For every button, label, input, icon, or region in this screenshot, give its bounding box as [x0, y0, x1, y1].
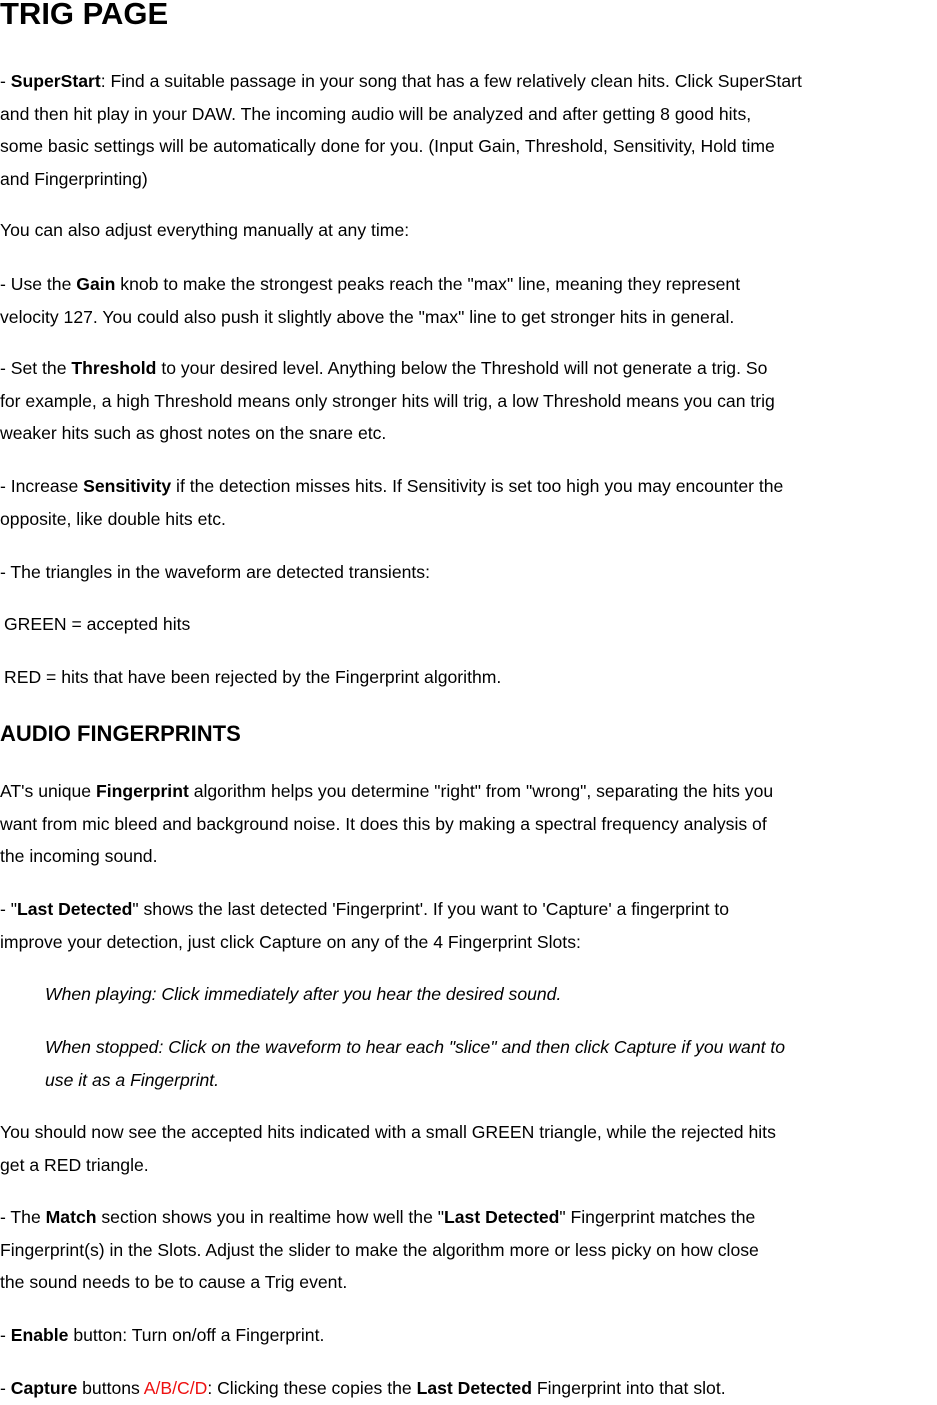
- paragraph-line: - Set the Threshold to your desired level. Anything below the Threshold will not generate a trig. So: [0, 358, 768, 378]
- paragraph-line: RED = hits that have been rejected by the Fingerprint algorithm.: [4, 667, 502, 687]
- sensitivity-term: Sensitivity: [83, 476, 172, 496]
- paragraph-line: for example, a high Threshold means only stronger hits will trig, a low Threshold means you can trig: [0, 390, 775, 411]
- paragraph-line: some basic settings will be automatically done for you. (Input Gain, Threshold, Sensitivity, Hold time: [0, 136, 775, 156]
- slot-letters: A/B/C/D: [143, 1378, 208, 1398]
- paragraph-line: and Fingerprinting): [0, 168, 148, 189]
- paragraph-line: - Enable button: Turn on/off a Fingerprint.: [0, 1325, 325, 1345]
- paragraph-line: - Capture buttons A/B/C/D: Clicking these copies the Last Detected Fingerprint into that slot.: [0, 1378, 726, 1398]
- red-legend-paragraph: [4, 661, 937, 694]
- paragraph-line: When playing: Click immediately after you hear the desired sound.: [45, 984, 562, 1004]
- when-stopped-note: [45, 1031, 937, 1096]
- paragraph-line: the incoming sound.: [0, 846, 158, 866]
- superstart-term: SuperStart: [10, 71, 101, 91]
- paragraph-line: Fingerprint(s) in the Slots. Adjust the slider to make the algorithm more or less picky on how close: [0, 1239, 759, 1260]
- paragraph-line: opposite, like double hits etc.: [0, 508, 226, 529]
- match-term: Match: [45, 1207, 97, 1227]
- trig-page-heading: TRIG PAGE: [0, 0, 169, 31]
- paragraph-line: - SuperStart: Find a suitable passage in your song that has a few relatively clean hits. Click SuperStart: [0, 71, 802, 91]
- paragraph-line: - The triangles in the waveform are detected transients:: [0, 562, 430, 582]
- last-detected-paragraph: [0, 893, 937, 958]
- paragraph-line: When stopped: Click on the waveform to hear each "slice" and then click Capture if you want to: [45, 1037, 786, 1057]
- paragraph-line: AT's unique Fingerprint algorithm helps you determine "right" from "wrong", separating the hits you: [0, 781, 774, 801]
- match-paragraph: [0, 1201, 937, 1299]
- paragraph-line: GREEN = accepted hits: [4, 614, 191, 634]
- last-detected-term: Last Detected: [416, 1378, 532, 1398]
- enable-term: Enable: [10, 1325, 69, 1345]
- triangles-paragraph: [0, 556, 937, 589]
- paragraph-line: You can also adjust everything manually at any time:: [0, 220, 410, 240]
- result-paragraph: [0, 1116, 937, 1181]
- paragraph-line: get a RED triangle.: [0, 1154, 149, 1175]
- paragraph-line: - The Match section shows you in realtime how well the "Last Detected" Fingerprint matches the: [0, 1207, 756, 1227]
- last-detected-term: Last Detected: [444, 1207, 560, 1227]
- capture-term: Capture: [10, 1378, 78, 1398]
- last-detected-term: Last Detected: [17, 899, 133, 919]
- fingerprint-term: Fingerprint: [95, 781, 189, 801]
- when-playing-note: [45, 978, 937, 1011]
- paragraph-line: improve your detection, just click Capture on any of the 4 Fingerprint Slots:: [0, 931, 581, 952]
- paragraph-line: You should now see the accepted hits indicated with a small GREEN triangle, while the rejected hits: [0, 1122, 776, 1142]
- paragraph-line: - "Last Detected" shows the last detected 'Fingerprint'. If you want to 'Capture' a fingerprint to: [0, 899, 730, 919]
- paragraph-line: want from mic bleed and background noise. It does this by making a spectral frequency analysis of: [0, 813, 767, 834]
- manual-intro-paragraph: [0, 214, 937, 247]
- enable-paragraph: [0, 1319, 937, 1352]
- sensitivity-paragraph: [0, 470, 937, 535]
- gain-term: Gain: [76, 274, 116, 294]
- paragraph-line: - Increase Sensitivity if the detection misses hits. If Sensitivity is set too high you may encounter the: [0, 476, 784, 496]
- paragraph-line: and then hit play in your DAW. The incoming audio will be analyzed and after getting 8 good hits,: [0, 103, 752, 124]
- threshold-term: Threshold: [71, 358, 157, 378]
- audio-fingerprints-heading: AUDIO FINGERPRINTS: [0, 721, 241, 746]
- green-legend-paragraph: [4, 608, 937, 641]
- paragraph-line: use it as a Fingerprint.: [45, 1069, 220, 1090]
- paragraph-line: velocity 127. You could also push it slightly above the "max" line to get stronger hits in general.: [0, 306, 735, 327]
- gain-paragraph: [0, 268, 937, 333]
- threshold-paragraph: [0, 352, 937, 450]
- paragraph-line: - Use the Gain knob to make the strongest peaks reach the "max" line, meaning they represent: [0, 274, 741, 294]
- superstart-paragraph: [0, 65, 937, 195]
- fingerprint-intro-paragraph: [0, 775, 937, 873]
- paragraph-line: weaker hits such as ghost notes on the snare etc.: [0, 423, 387, 443]
- paragraph-line: the sound needs to be to cause a Trig event.: [0, 1272, 348, 1292]
